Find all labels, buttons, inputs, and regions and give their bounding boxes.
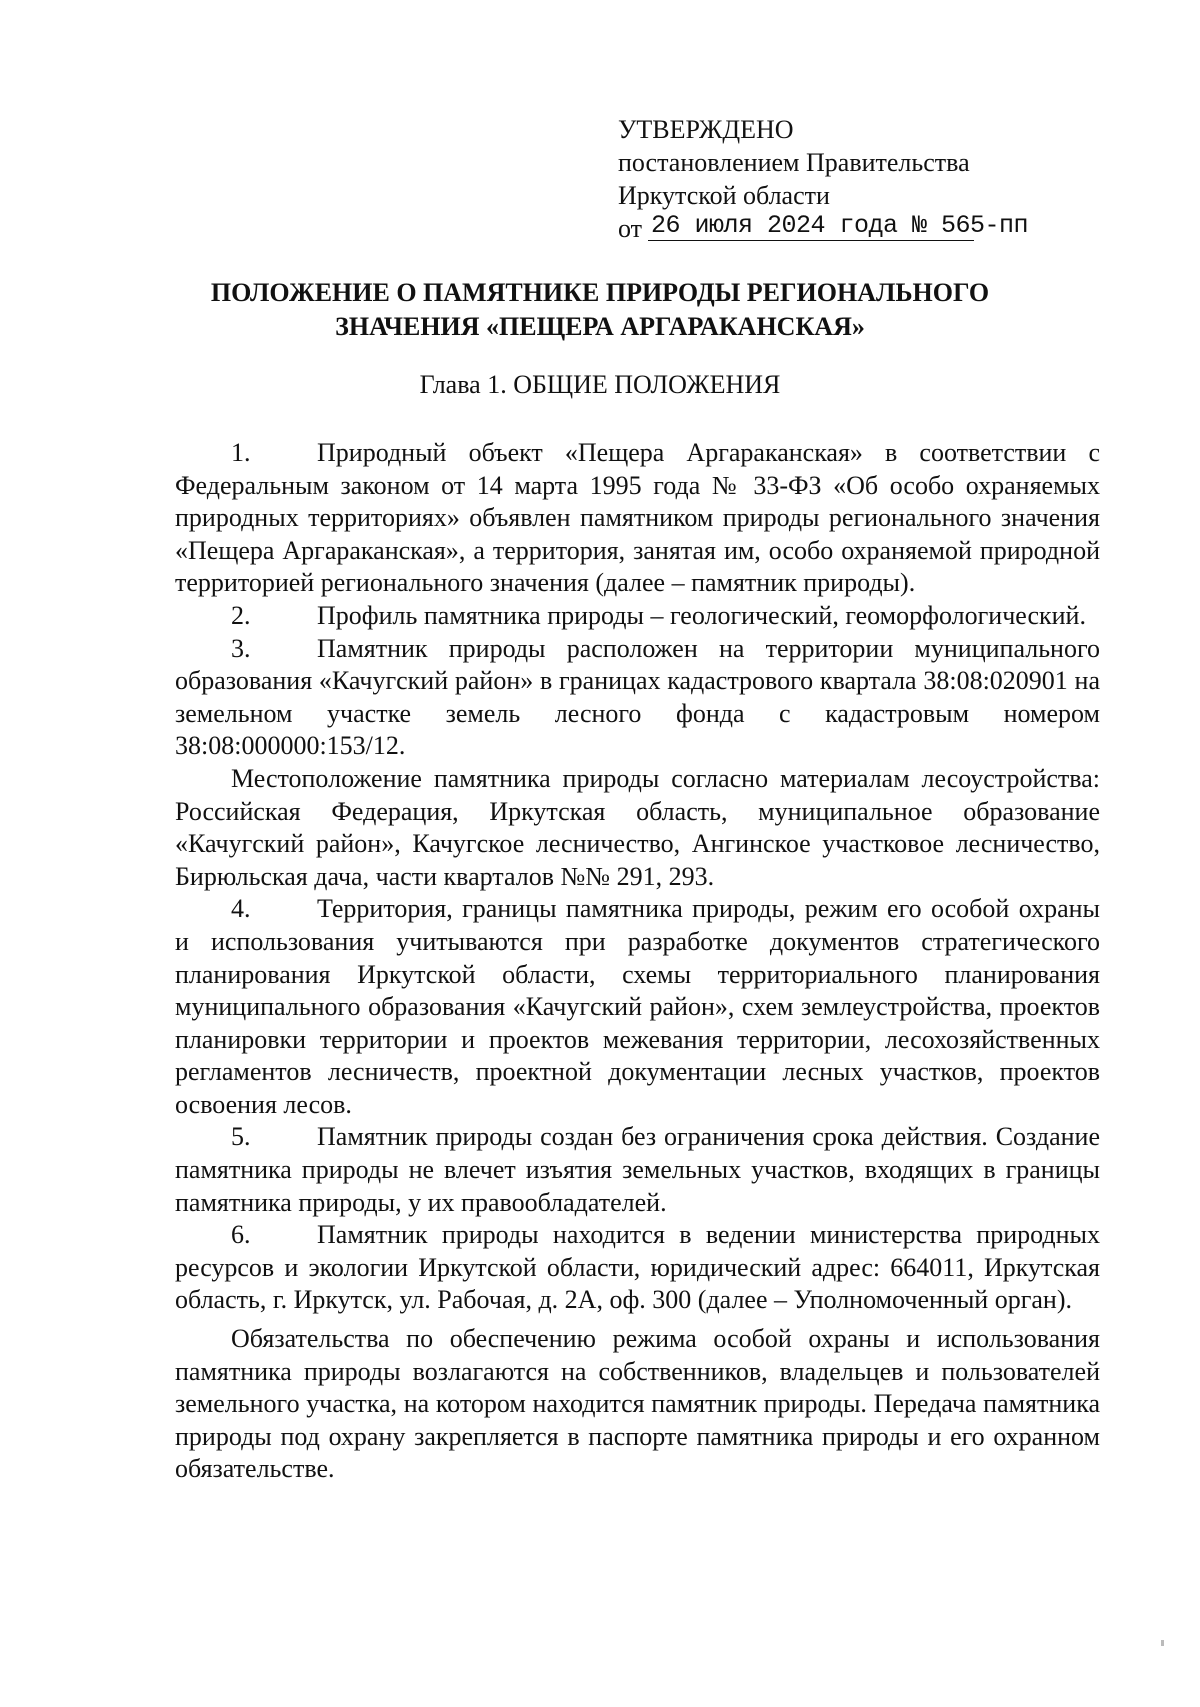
document-body xyxy=(175,437,1100,1486)
document-title-line-1: ПОЛОЖЕНИЕ О ПАМЯТНИКЕ ПРИРОДЫ РЕГИОНАЛЬНОГО xyxy=(210,278,990,307)
scan-mark xyxy=(1161,1640,1164,1646)
approval-date-underline xyxy=(648,240,974,241)
approval-date-value: 26 июля 2024 года № 565-пп xyxy=(651,211,1029,240)
paragraph-1 xyxy=(175,437,1100,600)
paragraph-text: Обязательства по обеспечению режима особой охраны и использования памятника природы возлагаются на собственников, владельцев и пользователей земельного участка, на котором находится памятник природы. Передача памятника природы под охрану закрепляется в паспорте памятника природы и его охранном обязательстве. xyxy=(175,1324,1100,1484)
document-title-line-2: ЗНАЧЕНИЯ «ПЕЩЕРА АРГАРАКАНСКАЯ» xyxy=(335,312,865,341)
paragraph-number: 6. xyxy=(231,1220,251,1250)
paragraph-text: Памятник природы расположен на территории муниципального образования «Качугский район» в границах кадастрового квартала 38:08:020901 на земельном участке земель лесного фонда с кадастровым номером 38:08:000000:153/12. xyxy=(175,633,1100,761)
paragraph-3-location xyxy=(175,763,1100,893)
paragraph-5 xyxy=(175,1121,1100,1219)
approval-stamp xyxy=(618,113,1098,245)
paragraph-text: Природный объект «Пещера Аргараканская» в соответствии с Федеральным законом от 14 марта 1995 года № 33-ФЗ «Об особо охраняемых природных территориях» объявлен памятником природы регионального значения «Пещера Аргараканская», а территория, занятая им, особо охраняемой природной территорией регионального значения (далее – памятник природы). xyxy=(175,438,1100,598)
paragraph-4 xyxy=(175,893,1100,1121)
paragraph-text: Памятник природы создан без ограничения срока действия. Создание памятника природы не влечет изъятия земельных участков, входящих в границы памятника природы, у их правообладателей. xyxy=(175,1122,1100,1217)
chapter-heading: Глава 1. ОБЩИЕ ПОЛОЖЕНИЯ xyxy=(419,370,781,399)
paragraph-text: Памятник природы находится в ведении министерства природных ресурсов и экологии Иркутской области, юридический адрес: 664011, Иркутская область, г. Иркутск, ул. Рабочая, д. 2А, оф. 300 (далее – Уполномоченный орган). xyxy=(175,1220,1100,1315)
document-title xyxy=(150,276,1050,344)
paragraph-text: Территория, границы памятника природы, режим его особой охраны и использования учитываются при разработке документов стратегического планирования Иркутской области, схемы территориального планирования муниципального образования «Качугский район», схем землеустройства, проектов планировки территории и проектов межевания территории, лесохозяйственных регламентов лесничеств, проектной документации лесных участков, проектов освоения лесов. xyxy=(175,894,1100,1119)
paragraph-number: 5. xyxy=(231,1122,251,1152)
paragraph-6 xyxy=(175,1219,1100,1317)
paragraph-text: Местоположение памятника природы согласно материалам лесоустройства: Российская Федерация, Иркутская область, муниципальное образование «Качугский район», Качугское лесничество, Ангинское участковое лесничество, Бирюльская дача, части кварталов №№ 291, 293. xyxy=(175,763,1100,891)
paragraph-number: 3. xyxy=(231,633,251,663)
paragraph-number: 1. xyxy=(231,438,251,467)
approval-issuer: постановлением Правительства xyxy=(618,148,970,177)
paragraph-number: 4. xyxy=(231,894,251,924)
paragraph-3 xyxy=(175,633,1100,763)
paragraph-number: 2. xyxy=(231,600,251,630)
approval-region: Иркутской области xyxy=(618,181,830,210)
approval-date-row xyxy=(618,212,1098,245)
paragraph-2 xyxy=(175,600,1100,633)
paragraph-6-obligations xyxy=(175,1323,1100,1486)
approval-date-prefix: от xyxy=(618,214,643,243)
approval-heading: УТВЕРЖДЕНО xyxy=(618,115,794,144)
paragraph-text: Профиль памятника природы – геологический, геоморфологический. xyxy=(317,600,1086,630)
